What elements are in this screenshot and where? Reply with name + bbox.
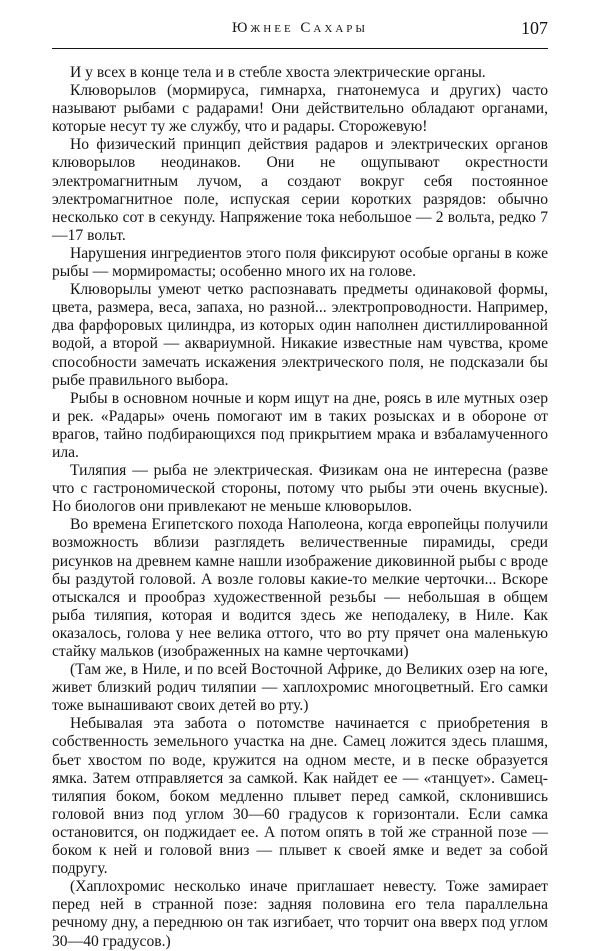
paragraph: Рыбы в основном ночные и корм ищут на дне, роясь в иле мутных озер и рек. «Радары» очень помогают им в таких розысках и в обороне от врагов, тайно подбирающихся под прикрытием мрака и взбаламученного ила. xyxy=(52,389,548,461)
paragraph: (Хаплохромис несколько иначе приглашает невесту. Тоже замирает перед ней в странной позе: задняя половина его тела параллельна речному дну, а переднюю он так изгибает, что торчит она вверх под углом 30—40 градусов.) xyxy=(52,878,548,950)
paragraph: Во времена Египетского похода Наполеона, когда европейцы получили возможность вблизи разглядеть величественные пирамиды, среди рисунков на древнем камне нашли изображение диковинной рыбы с вроде бы раздутой головой. А возле головы какие-то мелкие черточки... Вскоре отыскался и прообраз художественной резьбы — небольшая в общем рыба тиляпия, которая и водится здесь же неподалеку, в Ниле. Как оказалось, голова у нее велика оттого, что во рту прячет она маленькую стайку мальков (изображенных на камне черточками) xyxy=(52,516,548,660)
paragraph: Клюворылы умеют четко распознавать предметы одинаковой формы, цвета, размера, веса, запаха, но разной... электропроводности. Например, два фарфоровых цилиндра, из которых один наполнен дистиллированной водой, а второй — аквариумной. Никакие известные нам чувства, кроме способности замечать искажения электрического поля, не подсказали бы рыбе правильного выбора. xyxy=(52,281,548,389)
paragraph: (Там же, в Ниле, и по всей Восточной Африке, до Великих озер на юге, живет близкий родич тиляпии — хаплохромис многоцветный. Его самки тоже вынашивают своих детей во рту.) xyxy=(52,661,548,715)
header-rule xyxy=(52,48,548,49)
body-text xyxy=(52,64,548,951)
paragraph: Нарушения ингредиентов этого поля фиксируют особые органы в коже рыбы — мормиромасты; особенно много их на голове. xyxy=(52,244,548,281)
paragraph: Небывалая эта забота о потомстве начинается с приобретения в собственность земельного участка на дне. Самец ложится здесь плашмя, бьет хвостом по воде, кружится на одном месте, и в песке образуется ямка. Затем отправляется за самкой. Как найдет ее — «танцует». Самец-тиляпия боком, боком медленно плывет перед самкой, склонившись головой вниз под углом 30—60 градусов к горизонтали. Если самка остановится, он поджидает ее. А потом опять в той же странной позе — боком к ней и головой вниз — плывет к своей ямке и ведет за собой подругу. xyxy=(52,715,548,878)
running-head xyxy=(52,18,548,46)
running-title: Южнее Сахары xyxy=(232,20,368,36)
paragraph: И у всех в конце тела и в стебле хвоста электрические органы. xyxy=(70,64,486,81)
page-number: 107 xyxy=(521,18,548,38)
paragraph: Тиляпия — рыба не электрическая. Физикам она не интересна (разве что с гастрономической стороны, потому что рыбы эти очень вкусные). Но биологов они привлекают не меньше клюворылов. xyxy=(52,462,548,516)
paragraph: Но физический принцип действия радаров и электрических органов клюворылов неодинаков. Они не ощупывают окрестности электромагнитным лучом, а создают вокруг себя постоянное электромагнитное поле, испуская серии коротких разрядов: обычно несколько сот в секунду. Напряжение тока небольшое — 2 вольта, редко 7—17 вольт. xyxy=(52,136,548,244)
paragraph: Клюворылов (мормируса, гимнарха, гнатонемуса и других) часто называют рыбами с радарами! Они действительно обладают органами, которые несут ту же службу, что и радары. Сторожевую! xyxy=(52,82,548,136)
